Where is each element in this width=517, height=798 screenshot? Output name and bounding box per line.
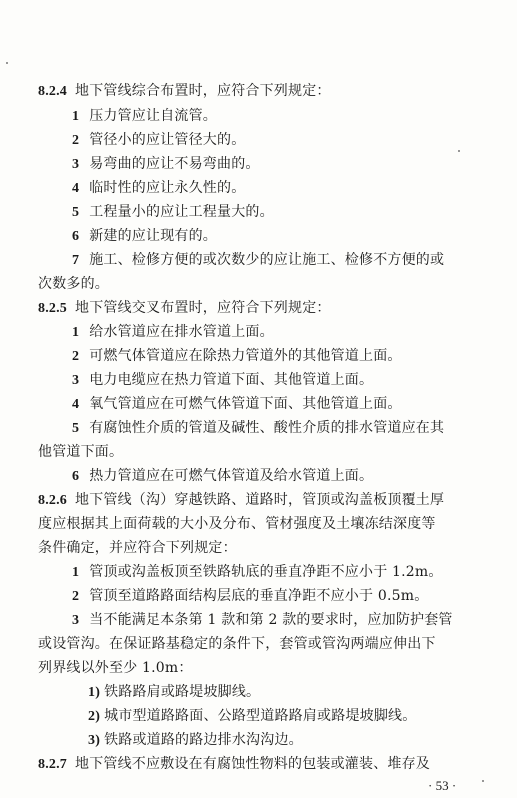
item-text: 当不能满足本条第 1 款和第 2 款的要求时，应加防护套管 [89, 612, 453, 628]
subitem-number: 1) [88, 685, 101, 700]
item-text: 临时性的应让永久性的。 [89, 180, 246, 196]
item-continuation: 列界线以外至少 1.0m： [38, 660, 193, 676]
item-continuation: 他管道下面。 [38, 444, 124, 460]
item-text: 压力管应让自流管。 [89, 108, 218, 124]
clause-text: 地下管线不应敷设在有腐蚀性物料的包装或灌装、堆存及 [75, 756, 430, 772]
list-item [72, 323, 274, 342]
item-text: 易弯曲的应让不易弯曲的。 [89, 156, 260, 172]
item-number: 1 [72, 325, 80, 340]
item-text: 新建的应让现有的。 [89, 228, 218, 244]
item-text: 热力管道应在可燃气体管道及给水管道上面。 [89, 468, 374, 484]
scan-speck [458, 150, 460, 152]
subitem-text: 城市型道路路面、公路型道路路肩或路堤坡脚线。 [104, 708, 417, 724]
item-text: 给水管道应在排水管道上面。 [89, 324, 274, 340]
item-continuation: 或设管沟。在保证路基稳定的条件下，套管或管沟两端应伸出下 [38, 636, 436, 652]
item-text: 可燃气体管道应在除热力管道外的其他管道上面。 [89, 348, 402, 364]
item-number: 2 [72, 133, 80, 148]
list-item [72, 179, 245, 198]
clause-text: 地下管线交叉布置时，应符合下列规定： [75, 300, 331, 316]
item-text: 管顶或沟盖板顶至铁路轨底的垂直净距不应小于 1.2m。 [89, 564, 443, 580]
item-number: 3 [72, 157, 80, 172]
list-item [72, 131, 245, 150]
list-item [72, 203, 274, 222]
item-text: 管顶至道路路面结构层底的垂直净距不应小于 0.5m。 [89, 588, 429, 604]
list-item [72, 371, 373, 390]
item-number: 1 [72, 565, 80, 580]
list-item [72, 611, 453, 630]
item-number: 6 [72, 229, 80, 244]
scan-speck [482, 780, 484, 782]
scan-speck [6, 62, 8, 64]
item-number: 2 [72, 349, 80, 364]
clause-continuation: 度应根据其上面荷载的大小及分布、管材强度及土壤冻结深度等 [38, 516, 436, 532]
item-text: 电力电缆应在热力管道下面、其他管道上面。 [89, 372, 374, 388]
list-item [72, 587, 428, 606]
clause-8-2-5 [38, 299, 331, 318]
item-number: 7 [72, 253, 80, 268]
item-text: 工程量小的应让工程量大的。 [89, 204, 274, 220]
subitem-number: 2) [88, 709, 101, 724]
list-item [72, 251, 444, 270]
clause-8-2-7 [38, 755, 430, 774]
item-number: 2 [72, 589, 80, 604]
subitem-number: 3) [88, 733, 101, 748]
subitem-text: 铁路或道路的路边排水沟沟边。 [104, 732, 303, 748]
sub-list-item [88, 707, 416, 726]
item-number: 6 [72, 469, 80, 484]
clause-number: 8.2.7 [38, 757, 67, 772]
subitem-text: 铁路路肩或路堤坡脚线。 [104, 684, 261, 700]
item-number: 1 [72, 109, 80, 124]
item-number: 4 [72, 181, 80, 196]
sub-list-item [88, 683, 260, 702]
clause-number: 8.2.6 [38, 493, 67, 508]
list-item [72, 467, 373, 486]
item-text: 管径小的应让管径大的。 [89, 132, 246, 148]
list-item [72, 563, 443, 582]
list-item [72, 107, 217, 126]
item-text: 施工、检修方便的或次数少的应让施工、检修不方便的或 [89, 252, 445, 268]
item-number: 5 [72, 205, 80, 220]
clause-number: 8.2.4 [38, 84, 67, 99]
clause-8-2-6 [38, 491, 444, 510]
list-item [72, 395, 402, 414]
clause-8-2-4 [38, 82, 331, 101]
item-text: 氧气管道应在可燃气体管道下面、其他管道上面。 [89, 396, 402, 412]
item-number: 5 [72, 421, 80, 436]
item-number: 4 [72, 397, 80, 412]
item-number: 3 [72, 373, 80, 388]
clause-text: 地下管线（沟）穿越铁路、道路时，管顶或沟盖板顶覆土厚 [75, 492, 445, 508]
list-item [72, 347, 402, 366]
sub-list-item [88, 731, 303, 750]
list-item [72, 419, 444, 438]
clause-number: 8.2.5 [38, 301, 67, 316]
item-continuation: 次数多的。 [38, 276, 109, 292]
item-number: 3 [72, 613, 80, 628]
item-text: 有腐蚀性介质的管道及碱性、酸性介质的排水管道应在其 [89, 420, 445, 436]
page-number: · 53 · [428, 778, 457, 793]
list-item [72, 227, 217, 246]
clause-text: 地下管线综合布置时，应符合下列规定： [75, 83, 331, 99]
clause-continuation: 条件确定，并应符合下列规定： [38, 540, 237, 556]
list-item [72, 155, 260, 174]
